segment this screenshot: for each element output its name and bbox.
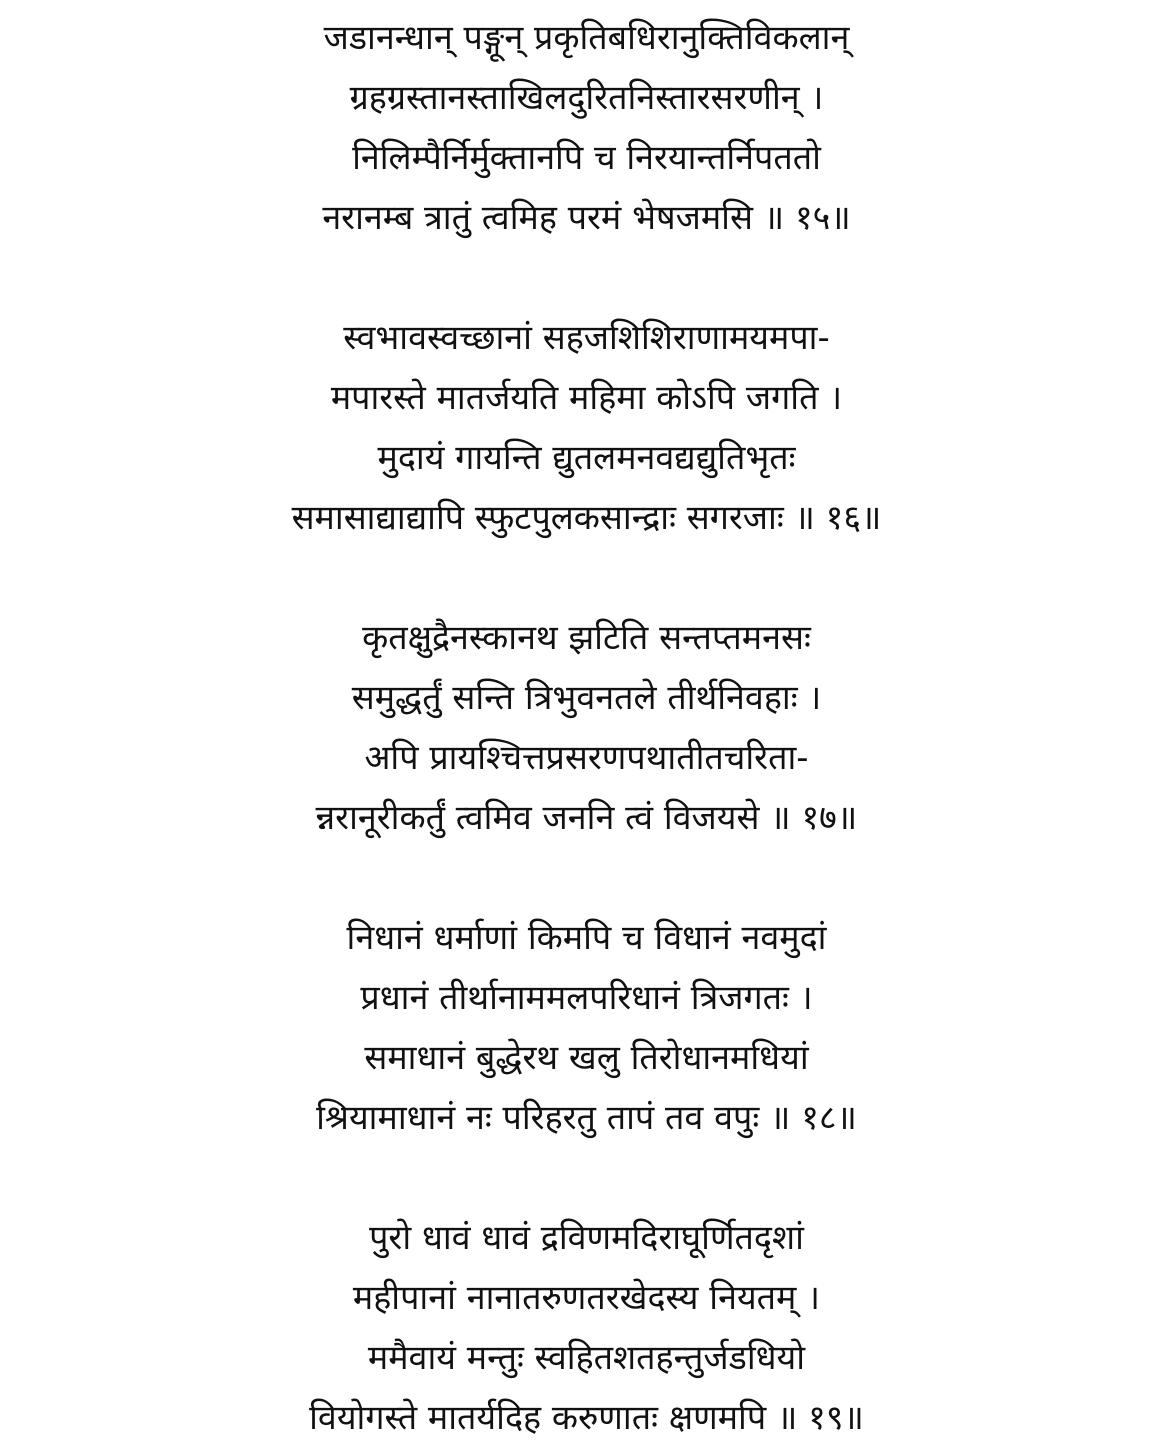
- verse-line: ममैवायं मन्तुः स्वहितशतहन्तुर्जडधियो: [367, 1338, 806, 1378]
- verse-line: अपि प्रायश्चित्तप्रसरणपथातीतचरिता-: [364, 738, 809, 778]
- verse-line: महीपानां नानातरुणतरखेदस्य नियतम् ।: [352, 1278, 821, 1318]
- verse-line: स्वभावस्वच्छानां सहजशिशिराणामयमपा-: [343, 318, 830, 358]
- verse-line: मपारस्ते मातर्जयति महिमा कोऽपि जगति ।: [330, 378, 843, 418]
- verse-line: जडानन्धान् पङ्गून् प्रकृतिबधिरानुक्तिविकलान्: [323, 18, 850, 58]
- verse-line: न्नरानूरीकर्तुं त्वमिव जननि त्वं विजयसे ॥ १७॥: [315, 798, 858, 838]
- verse-line: वियोगस्ते मातर्यदिह करुणातः क्षणमपि ॥ १९॥: [309, 1398, 864, 1438]
- verse-line: श्रियामाधानं नः परिहरतु तापं तव वपुः ॥ १८॥: [316, 1098, 857, 1138]
- verse-line: ग्रहग्रस्तानस्ताखिलदुरितनिस्तारसरणीन् ।: [349, 78, 824, 118]
- verse-line: समुद्धर्तुं सन्ति त्रिभुवनतले तीर्थनिवहाः ।: [351, 678, 822, 718]
- verse-18: [0, 908, 1173, 1148]
- verse-19: [0, 1208, 1173, 1448]
- verse-16: [0, 308, 1173, 548]
- verse-line: निधानं धर्माणां किमपि च विधानं नवमुदां: [346, 918, 827, 958]
- verse-line: निलिम्पैर्निर्मुक्तानपि च निरयान्तर्निपततो: [352, 138, 821, 178]
- verse-line: कृतक्षुद्रैनस्कानथ झटिति सन्तप्तमनसः: [362, 618, 811, 658]
- verse-line: समासाद्याद्यापि स्फुटपुलकसान्द्राः सगरजाः ॥ १६॥: [291, 498, 882, 538]
- verse-line: नरानम्ब त्रातुं त्वमिह परमं भेषजमसि ॥ १५॥: [322, 198, 851, 238]
- verse-15: [0, 8, 1173, 248]
- verse-line: समाधानं बुद्धेरथ खलु तिरोधानमधियां: [364, 1038, 809, 1078]
- verse-17: [0, 608, 1173, 848]
- verse-line: पुरो धावं धावं द्रविणमदिराघूर्णितदृशां: [369, 1218, 804, 1258]
- verse-line: प्रधानं तीर्थानाममलपरिधानं त्रिजगतः ।: [360, 978, 813, 1018]
- verse-line: मुदायं गायन्ति द्युतलमनवद्यद्युतिभृतः: [377, 438, 796, 478]
